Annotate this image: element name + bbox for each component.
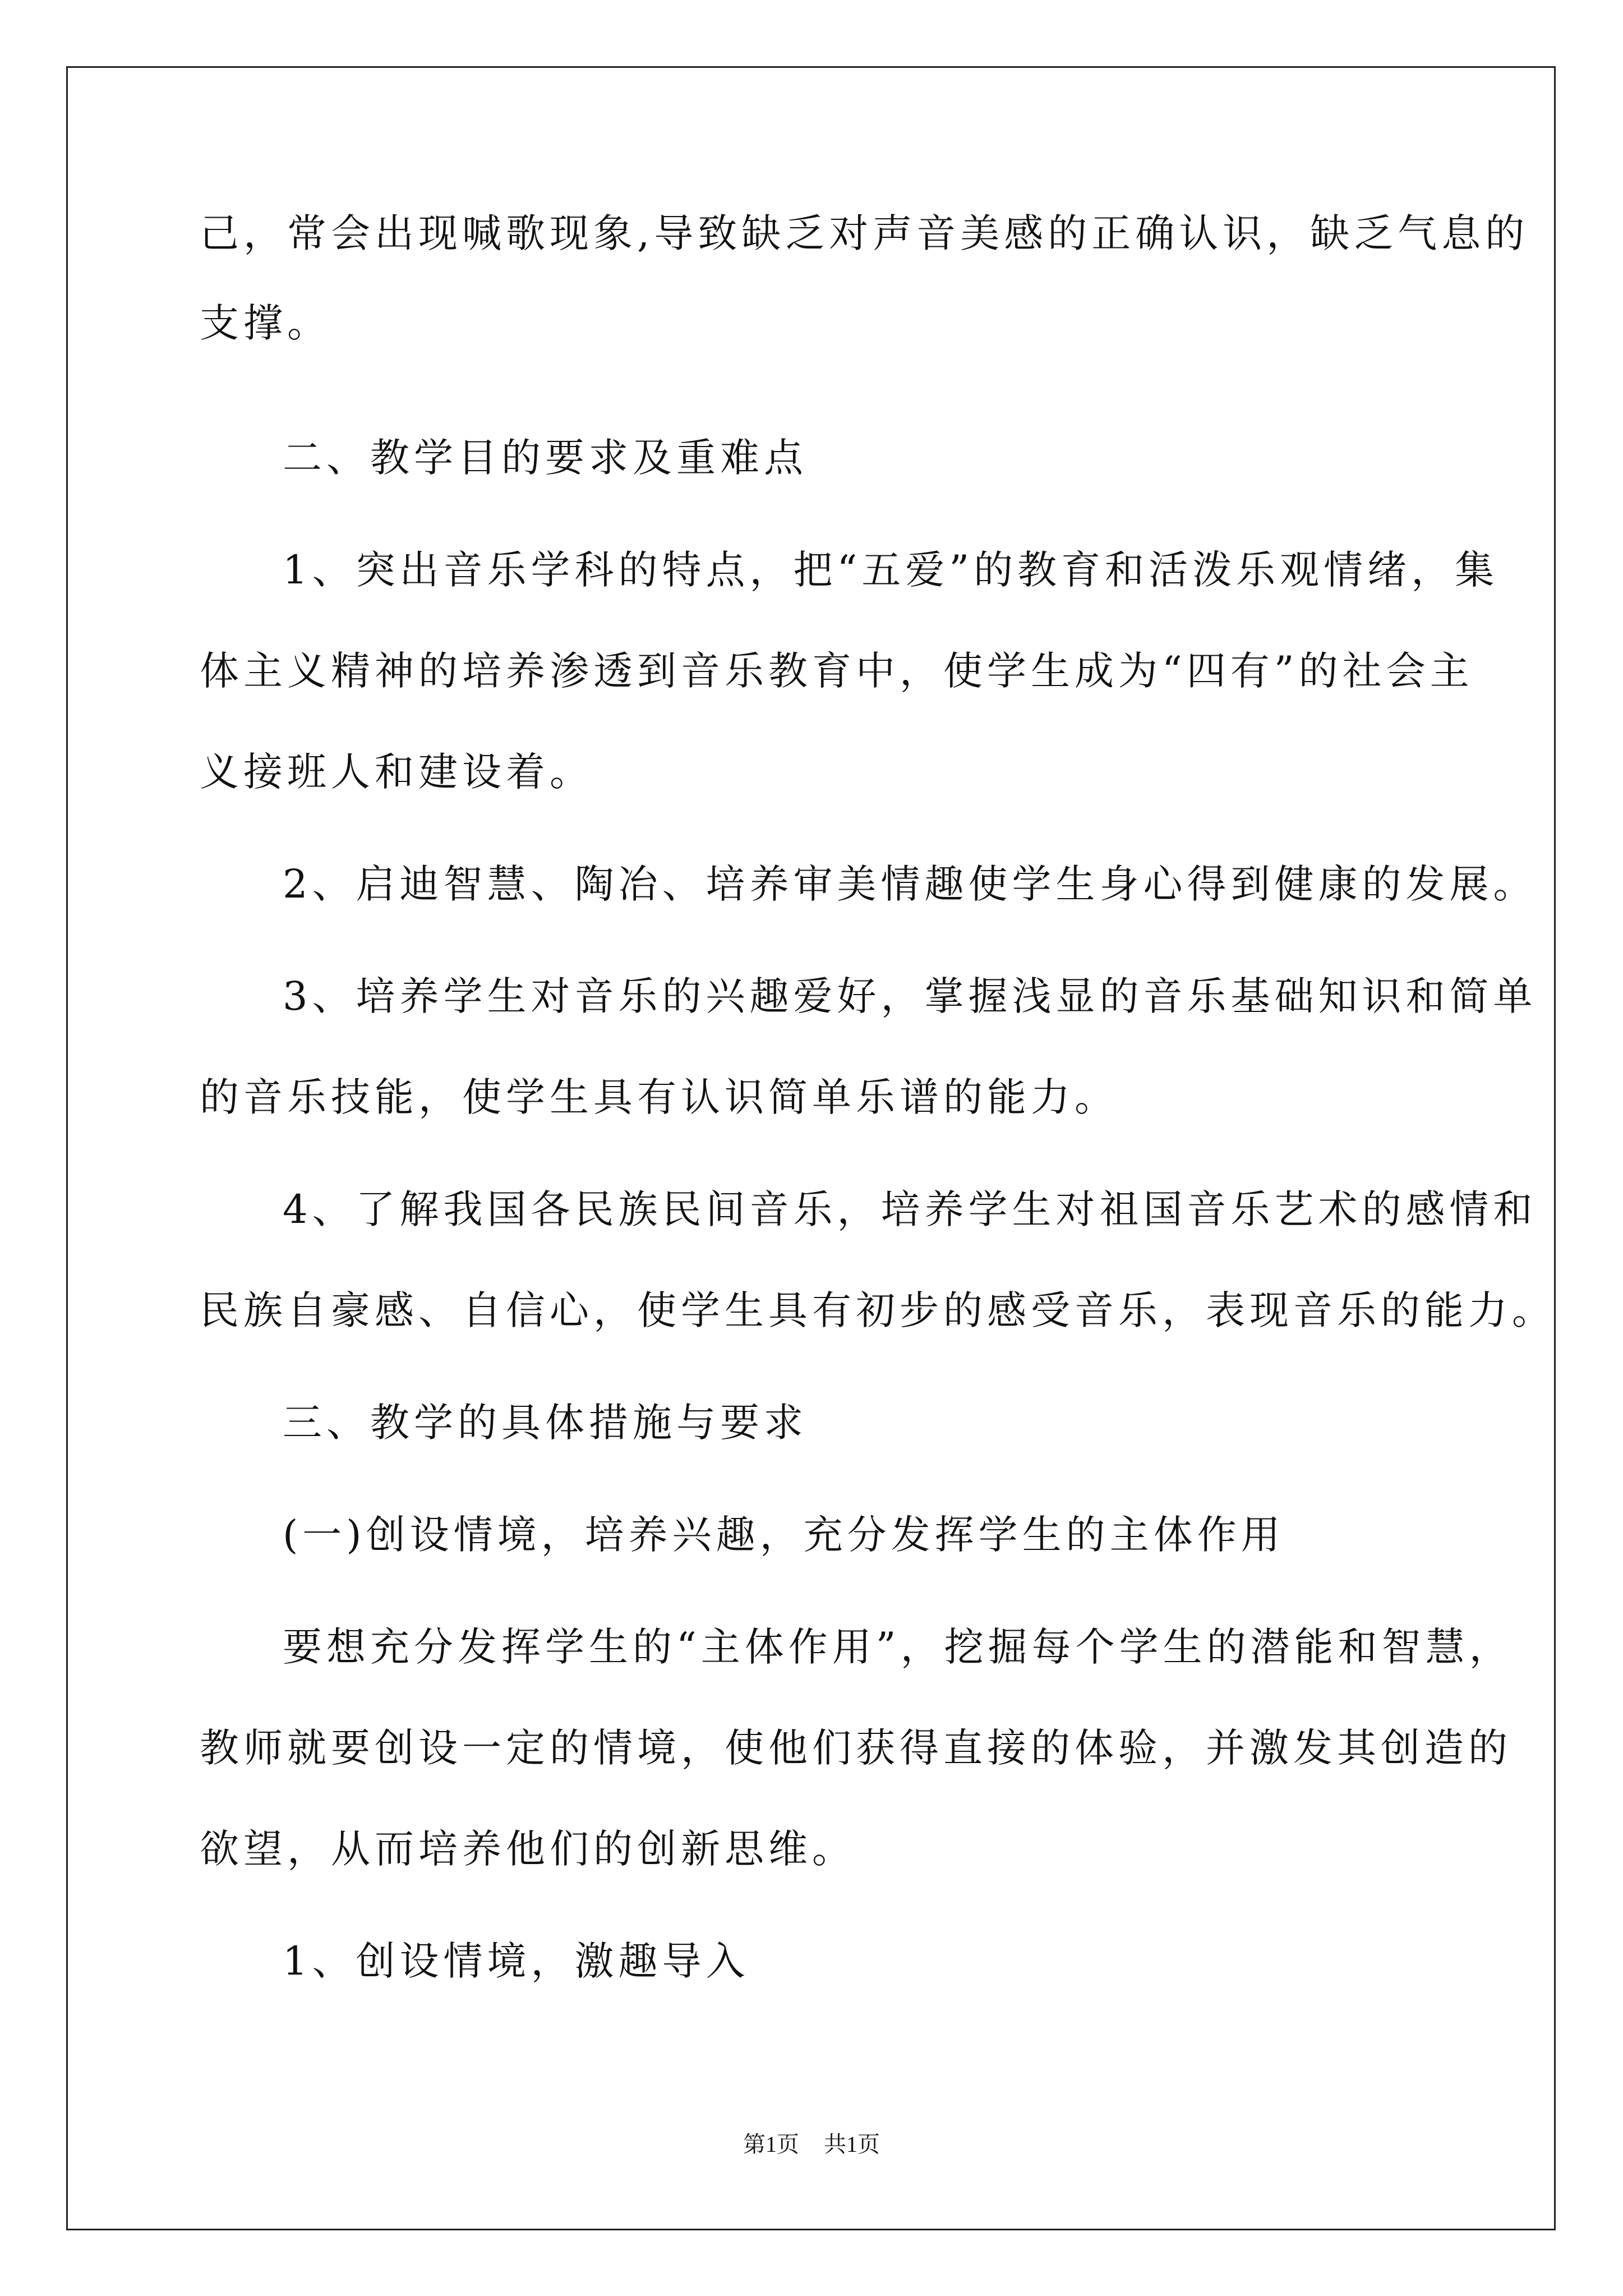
text-line: 2、启迪智慧、陶冶、培养审美情趣使学生身心得到健康的发展。 [283, 861, 1537, 907]
page-footer [0, 2131, 1623, 2159]
text-line: 的音乐技能，使学生具有认识简单乐谱的能力。 [200, 1074, 1118, 1120]
section-heading: 三、教学的具体措施与要求 [283, 1400, 808, 1446]
text-line: 要想充分发挥学生的“主体作用”，挖掘每个学生的潜能和智慧， [283, 1624, 1513, 1670]
text-line: 欲望，从而培养他们的创新思维。 [200, 1826, 856, 1872]
text-line: 体主义精神的培养渗透到音乐教育中，使学生成为“四有”的社会主 [200, 648, 1474, 694]
page-border [66, 66, 1556, 2230]
text-line: 教师就要创设一定的情境，使他们获得直接的体验，并激发其创造的 [200, 1725, 1512, 1771]
text-line: 1、突出音乐学科的特点，把“五爱”的教育和活泼乐观情绪，集 [283, 547, 1499, 593]
text-line: 义接班人和建设着。 [200, 749, 593, 795]
text-line: 支撑。 [200, 300, 331, 346]
text-line: 1、创设情境，激趣导入 [283, 1938, 750, 1984]
subsection-heading: (一)创设情境，培养兴趣，充分发挥学生的主体作用 [283, 1512, 1285, 1558]
text-line: 4、了解我国各民族民间音乐，培养学生对祖国音乐艺术的感情和 [283, 1186, 1537, 1232]
section-heading: 二、教学目的要求及重难点 [283, 435, 808, 481]
page-total: 共1页 [824, 2132, 880, 2157]
text-line: 3、培养学生对音乐的兴趣爱好，掌握浅显的音乐基础知识和简单 [283, 973, 1537, 1019]
text-line: 己，常会出现喊歌现象,导致缺乏对声音美感的正确认识，缺乏气息的 [200, 210, 1529, 256]
page-number: 第1页 [743, 2132, 799, 2157]
text-line: 民族自豪感、自信心，使学生具有初步的感受音乐，表现音乐的能力。 [200, 1287, 1556, 1333]
